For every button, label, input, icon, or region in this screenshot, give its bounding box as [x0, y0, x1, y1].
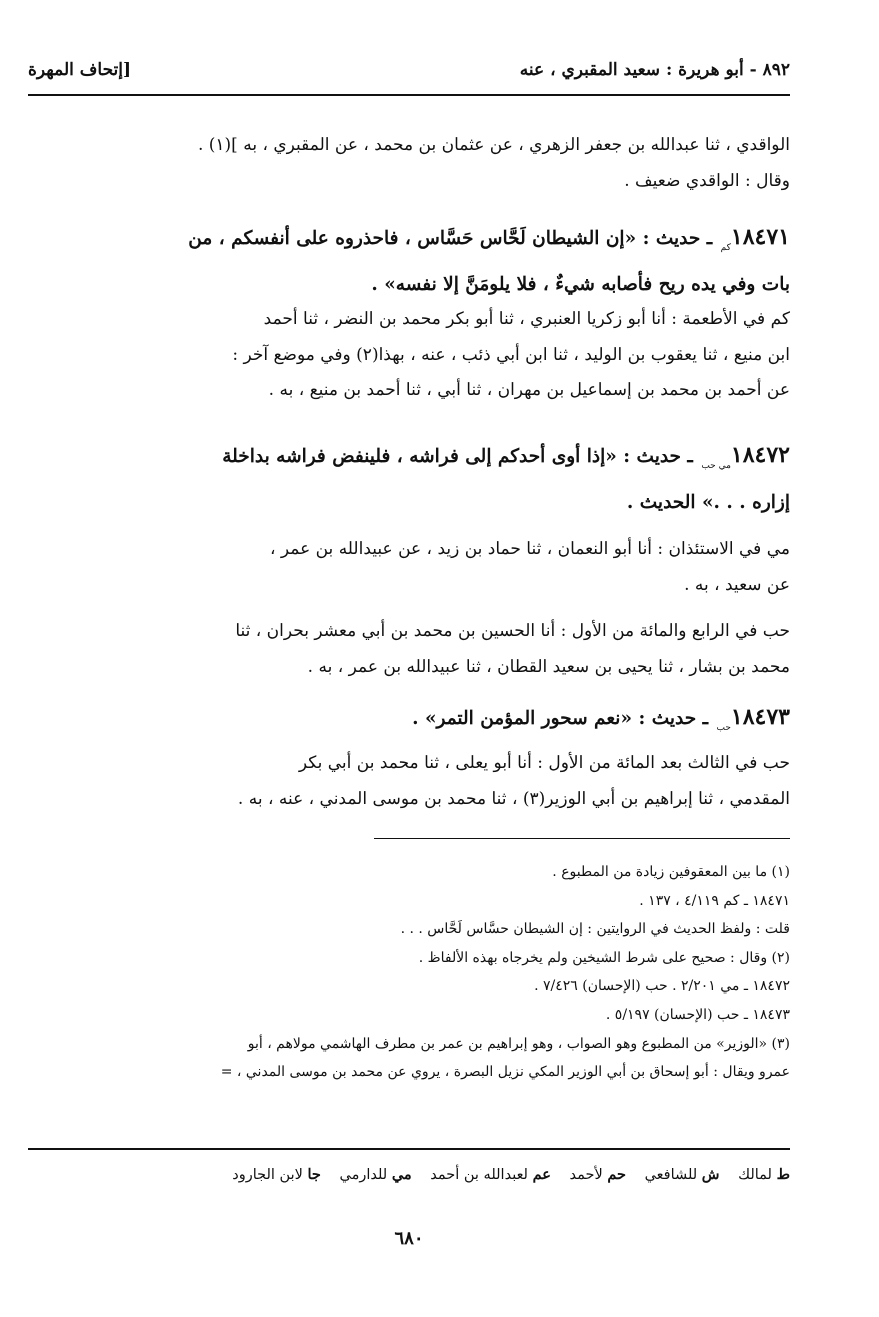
text-line: الواقدي ، ثنا عبدالله بن جعفر الزهري ، عن عثمان بن محمد ، عن المقبري ، به ](١) .: [197, 135, 790, 155]
source-line: كم في الأطعمة : أنا أبو زكريا العنبري ، ثنا أبو بكر محمد بن النضر ، ثنا أحمد: [263, 309, 790, 330]
hadith-text: ـ حديث : «إن الشيطان لَحَّاس حَسَّاس ، فاحذروه على أنفسكم ، من: [188, 228, 713, 249]
abbr-item: ش للشافعي: [644, 1166, 720, 1183]
footnote-line: (١) ما بين المعقوفين زيادة من المطبوع .: [552, 864, 790, 880]
hadith-18472-sources-2: [28, 614, 790, 685]
header-book-title: [إتحاف المهرة: [28, 60, 132, 80]
hadith-number: ١٨٤٧١: [730, 224, 790, 250]
abbreviation-key: [28, 1166, 790, 1183]
continuation-text: [28, 128, 790, 199]
book-page: [28, 0, 790, 1317]
abbr-item: ط لمالك: [738, 1166, 790, 1183]
hadith-18473-sources: [28, 746, 790, 817]
source-line: عن سعيد ، به .: [684, 574, 790, 595]
hadith-text: إزاره . . .» الحديث .: [626, 491, 790, 513]
source-sigil: كم: [720, 243, 731, 253]
footnotes: [28, 858, 790, 1087]
footnote-line: عمرو ويقال : أبو إسحاق بن أبي الوزير المكي نزيل البصرة ، يروي عن محمد بن موسى المدني ، =: [220, 1064, 790, 1081]
source-sigil: مي حب: [701, 461, 731, 471]
hadith-text: ـ حديث : «نعم سحور المؤمن التمر» .: [412, 708, 709, 729]
hadith-entry-18473: [28, 700, 790, 747]
source-line: مي في الاستئذان : أنا أبو النعمان ، ثنا حماد بن زيد ، عن عبيدالله بن عمر ،: [269, 539, 790, 559]
hadith-18472-sources: [28, 532, 790, 603]
header-chapter: ٨٩٢ - أبو هريرة : سعيد المقبري ، عنه: [519, 60, 790, 80]
running-header: [28, 58, 790, 92]
footnote-line: ١٨٤٧١ ـ كم ٤/١١٩ ، ١٣٧ .: [639, 892, 790, 909]
abbr-item: حم لأحمد: [569, 1166, 626, 1183]
source-sigil: حب: [716, 723, 731, 733]
abbr-item: مي للدارمي: [339, 1166, 412, 1183]
hadith-text: ـ حديث : «إذا أوى أحدكم إلى فراشه ، فلينفض فراشه بداخلة: [222, 446, 693, 467]
hadith-number: ١٨٤٧٢: [730, 442, 790, 468]
abbreviation-rule: [28, 1148, 790, 1150]
header-rule: [28, 94, 790, 96]
abbr-item: جا لابن الجارود: [232, 1166, 321, 1183]
abbr-item: عم لعبدالله بن أحمد: [430, 1166, 551, 1183]
hadith-entry-18472: [28, 438, 790, 520]
source-line: المقدمي ، ثنا إبراهيم بن أبي الوزير(٣) ، ثنا محمد بن موسى المدني ، عنه ، به .: [237, 788, 790, 809]
source-line: حب في الثالث بعد المائة من الأول : أنا أبو يعلى ، ثنا محمد بن أبي بكر: [298, 753, 790, 773]
footnote-rule: [374, 838, 790, 839]
footnote-line: (٢) وقال : صحيح على شرط الشيخين ولم يخرجاه بهذه الألفاظ .: [418, 949, 790, 966]
hadith-text: بات وفي يده ريح فأصابه شيءٌ ، فلا يلومَنَّ إلا نفسه» .: [371, 273, 790, 295]
source-line: عن أحمد بن محمد بن إسماعيل بن مهران ، ثنا أبي ، ثنا أحمد بن منيع ، به .: [268, 380, 790, 401]
text-line: وقال : الواقدي ضعيف .: [624, 170, 790, 191]
footnote-line: قلت : ولفظ الحديث في الروايتين : إن الشيطان حسَّاس لَحَّاس . . .: [400, 921, 790, 938]
hadith-number: ١٨٤٧٣: [730, 704, 790, 730]
source-line: محمد بن بشار ، ثنا يحيى بن سعيد القطان ، ثنا عبيدالله بن عمر ، به .: [307, 656, 790, 677]
footnote-line: ١٨٤٧٣ ـ حب (الإحسان) ٥/١٩٧ .: [605, 1006, 790, 1023]
source-line: ابن منيع ، ثنا يعقوب بن الوليد ، ثنا ابن أبي ذئب ، عنه ، بهذا(٢) وفي موضع آخر :: [232, 344, 790, 365]
page-number: ٦٨٠: [394, 1228, 424, 1249]
footnote-line: ١٨٤٧٢ ـ مي ٢/٢٠١ . حب (الإحسان) ٧/٤٢٦ .: [534, 978, 790, 995]
hadith-entry-18471: [28, 220, 790, 409]
source-line: حب في الرابع والمائة من الأول : أنا الحسين بن محمد بن أبي معشر بحران ، ثنا: [235, 621, 790, 641]
footnote-line: (٣) «الوزير» من المطبوع وهو الصواب ، وهو إبراهيم بن عمر بن مطرف الهاشمي مولاهم ، أبو: [247, 1035, 790, 1052]
